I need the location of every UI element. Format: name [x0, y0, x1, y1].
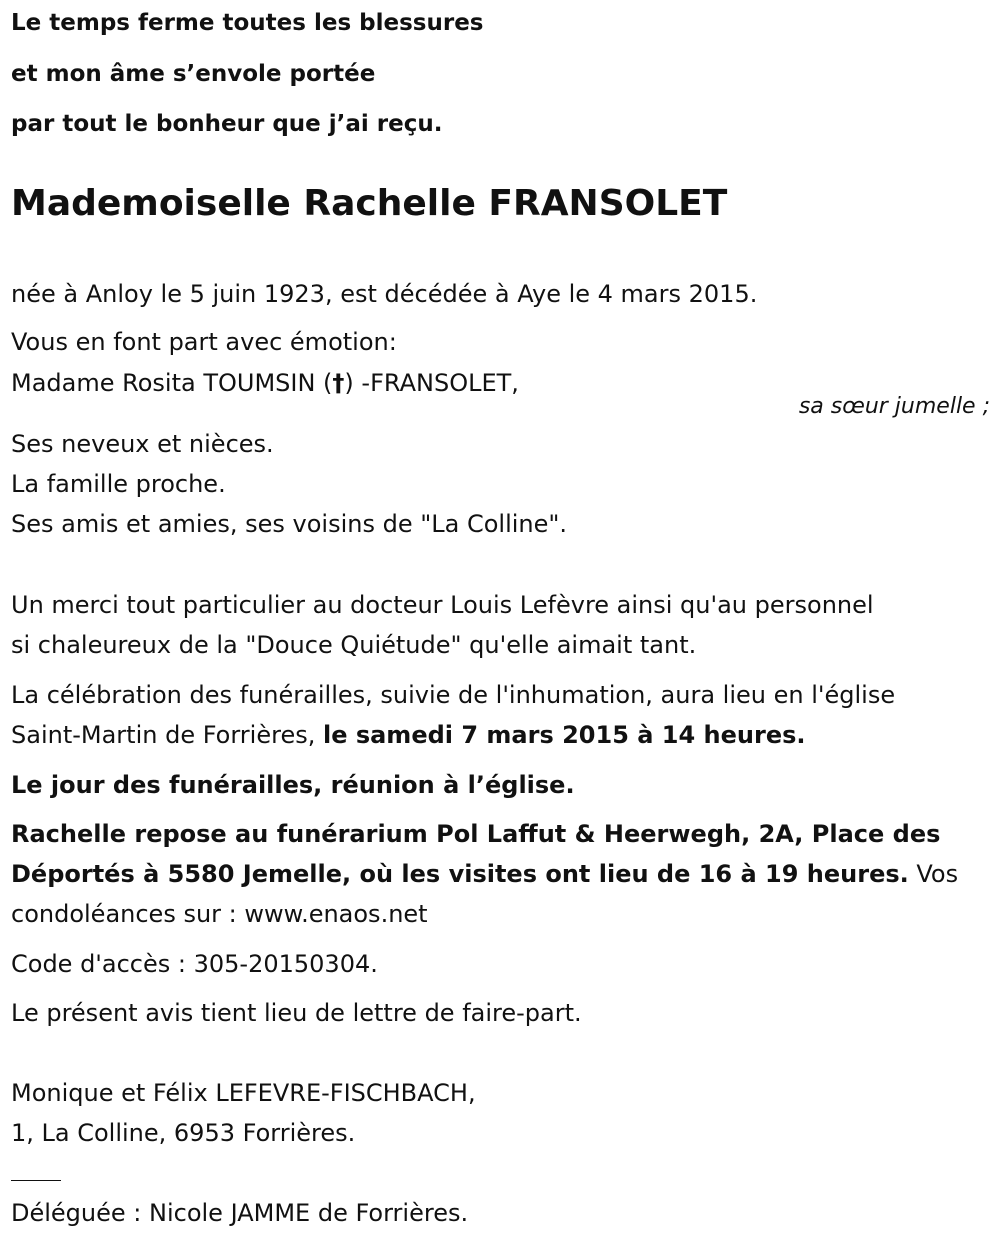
- separator-rule: [11, 1180, 61, 1181]
- ceremony-line-2: [11, 723, 806, 747]
- family-line-2: La famille proche.: [11, 470, 226, 498]
- contact-address: 1, La Colline, 6953 Forrières.: [11, 1119, 356, 1147]
- cross-symbol: †: [332, 369, 345, 397]
- funeral-home-line-1: Rachelle repose au funérarium Pol Laffut & Heerwegh, 2A, Place des: [11, 820, 941, 848]
- condolences-website: condoléances sur : www.enaos.net: [11, 900, 428, 928]
- funeral-home-visits: Déportés à 5580 Jemelle, où les visites ont lieu de 16 à 19 heures.: [11, 860, 909, 888]
- condolences-start: Vos: [908, 860, 959, 888]
- birth-death-line: née à Anloy le 5 juin 1923, est décédée à Aye le 4 mars 2015.: [11, 280, 758, 308]
- family-line-1: Ses neveux et nièces.: [11, 430, 274, 458]
- delegate-line: Déléguée : Nicole JAMME de Forrières.: [11, 1199, 469, 1227]
- sister-line: [11, 371, 519, 395]
- epigraph-line-3: par tout le bonheur que j’ai reçu.: [11, 111, 443, 137]
- meeting-notice: Le jour des funérailles, réunion à l’église.: [11, 771, 575, 799]
- ceremony-line-1: La célébration des funérailles, suivie de l'inhumation, aura lieu en l'église: [11, 681, 896, 709]
- ceremony-place: Saint-Martin de Forrières,: [11, 721, 323, 749]
- thanks-line-1: Un merci tout particulier au docteur Louis Lefèvre ainsi qu'au personnel: [11, 591, 874, 619]
- ceremony-date: le samedi 7 mars 2015 à 14 heures.: [322, 721, 806, 749]
- sister-relation: sa sœur jumelle ;: [798, 394, 990, 419]
- sister-name: Madame Rosita TOUMSIN (: [11, 369, 333, 397]
- contact-names: Monique et Félix LEFEVRE-FISCHBACH,: [11, 1079, 476, 1107]
- funeral-home-line-2: [11, 862, 958, 886]
- family-line-3: Ses amis et amies, ses voisins de "La Colline".: [11, 510, 568, 538]
- thanks-line-2: si chaleureux de la "Douce Quiétude" qu'elle aimait tant.: [11, 631, 697, 659]
- epigraph-line-2: et mon âme s’envole portée: [11, 61, 376, 87]
- access-code: Code d'accès : 305-20150304.: [11, 950, 378, 978]
- notice-statement: Le présent avis tient lieu de lettre de faire-part.: [11, 999, 582, 1027]
- sister-name-end: ) -FRANSOLET,: [344, 369, 519, 397]
- deceased-name: Mademoiselle Rachelle FRANSOLET: [11, 183, 728, 224]
- announce-intro: Vous en font part avec émotion:: [11, 328, 397, 356]
- epigraph-line-1: Le temps ferme toutes les blessures: [11, 10, 484, 36]
